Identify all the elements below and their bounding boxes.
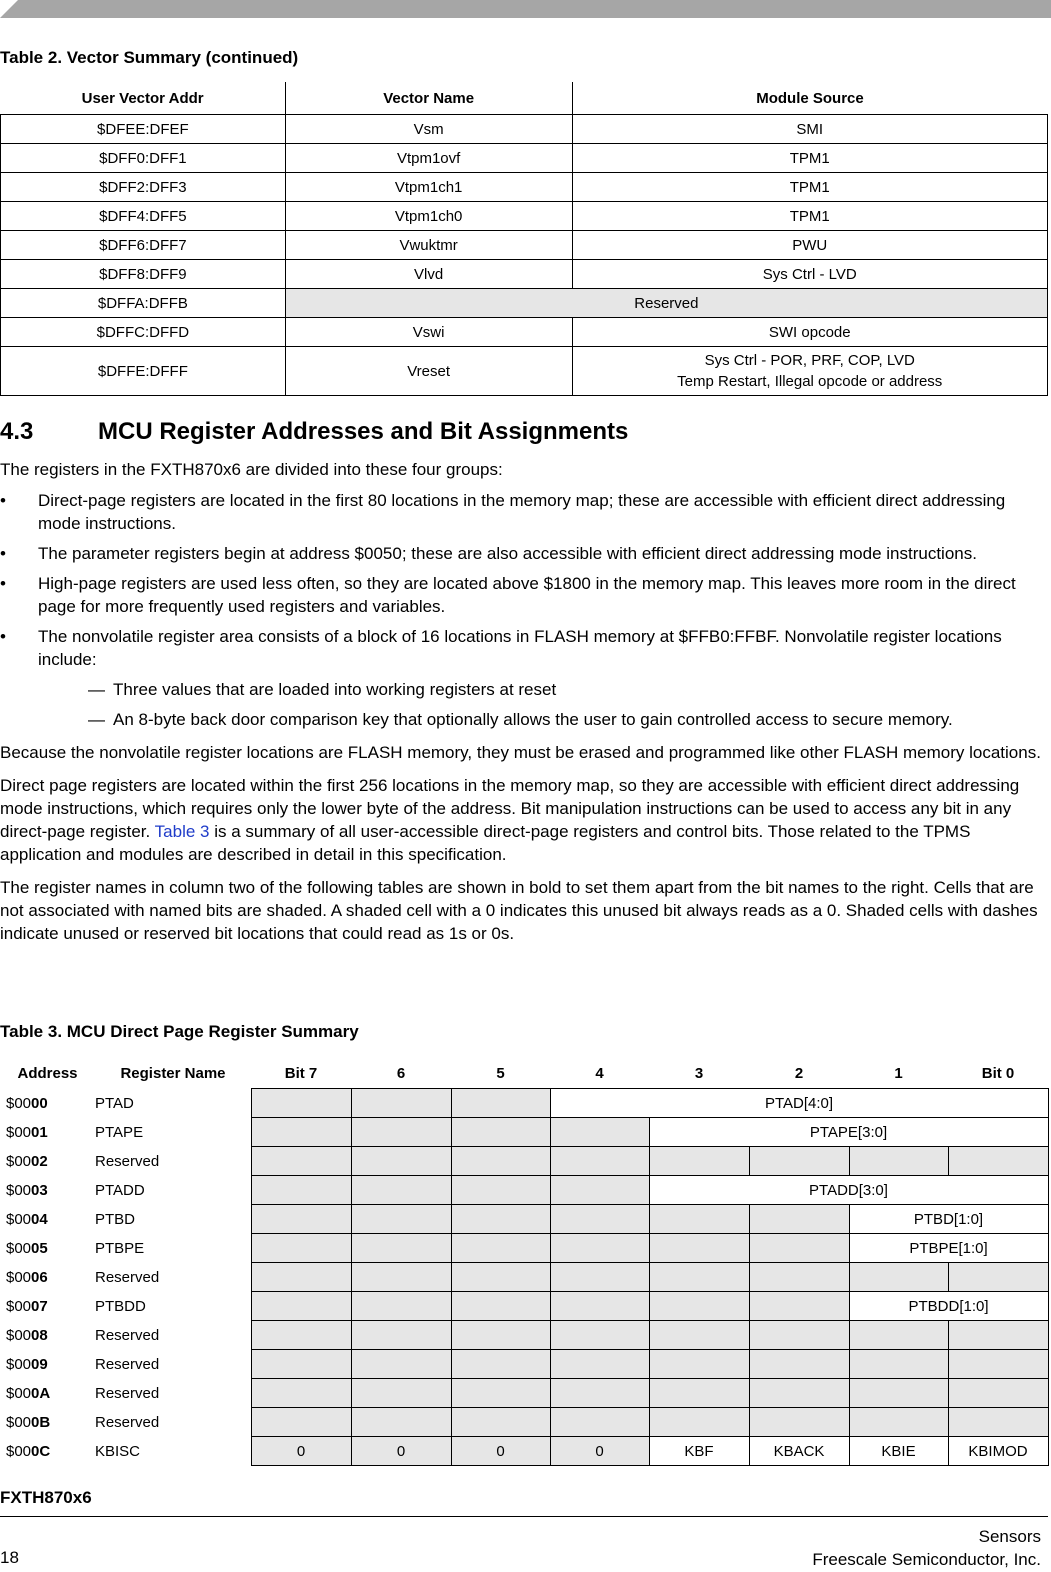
section-title: MCU Register Addresses and Bit Assignments [98, 418, 629, 445]
table-row [1, 289, 1048, 318]
section-heading [0, 418, 628, 446]
unused-bit-cell [849, 1408, 948, 1437]
table-cell: $DFF4:DFF5 [1, 202, 286, 231]
dash-mark: — [88, 710, 105, 729]
address-prefix: $00 [6, 1210, 32, 1228]
unused-bit-cell [550, 1292, 649, 1321]
address-offset: 03 [31, 1181, 48, 1199]
table-cell: $DFF0:DFF1 [1, 144, 286, 173]
unused-bit-cell [251, 1321, 351, 1350]
table-row [1, 202, 1048, 231]
table-row [1, 318, 1048, 347]
intro-paragraph: The registers in the FXTH870x6 are divided into these four groups: [0, 460, 503, 479]
table-row [0, 1379, 1048, 1408]
table-cell: $DFF2:DFF3 [1, 173, 286, 202]
unused-bit-cell [948, 1321, 1048, 1350]
unused-bit-cell [351, 1205, 451, 1234]
unused-bit-cell [351, 1147, 451, 1176]
unused-bit-cell [251, 1089, 351, 1118]
bullet-item [0, 489, 1048, 535]
address-prefix: $00 [6, 1413, 32, 1431]
unused-bit-cell [948, 1350, 1048, 1379]
table-row [0, 1147, 1048, 1176]
address-prefix: $00 [6, 1297, 32, 1315]
bit-field: PTADD[3:0] [649, 1176, 1048, 1205]
address-prefix: $00 [6, 1384, 32, 1402]
unused-bit-cell [649, 1234, 749, 1263]
table-row [0, 1263, 1048, 1292]
unused-bit-cell [649, 1205, 749, 1234]
column-header: 3 [694, 1064, 704, 1082]
column-header: Bit 7 [284, 1064, 318, 1082]
bit-field: PTBPE[1:0] [849, 1234, 1048, 1263]
table-cell: $DFF6:DFF7 [1, 231, 286, 260]
table-row [1, 347, 1048, 396]
table-cell: $DFFE:DFFF [1, 347, 286, 396]
table-row [0, 1292, 1048, 1321]
unused-bit-cell [251, 1408, 351, 1437]
footer-category: Sensors [978, 1527, 1041, 1546]
register-name: PTAPE [95, 1123, 144, 1141]
paragraph: Because the nonvolatile register locations are FLASH memory, they must be erased and programmed like other FLASH memory locations. [0, 743, 1041, 762]
table-row [0, 1437, 1048, 1466]
table-row [0, 1089, 1048, 1118]
bit-field: KBF [649, 1437, 749, 1466]
unused-bit-cell [649, 1408, 749, 1437]
bit-field: 0 [451, 1437, 550, 1466]
table-row [1, 144, 1048, 173]
table-cell: Sys Ctrl - LVD [572, 260, 1048, 289]
column-header: Bit 0 [981, 1064, 1015, 1082]
sub-bullet-item [0, 708, 1048, 731]
address-prefix: $00 [6, 1152, 32, 1170]
address-offset: 09 [31, 1355, 48, 1373]
unused-bit-cell [351, 1350, 451, 1379]
unused-bit-cell [749, 1147, 849, 1176]
table-cell: TPM1 [572, 202, 1048, 231]
unused-bit-cell [251, 1205, 351, 1234]
table-cell: Vwuktmr [285, 231, 572, 260]
unused-bit-cell [251, 1176, 351, 1205]
column-header: 2 [794, 1064, 804, 1082]
register-name: PTBPE [95, 1239, 145, 1257]
unused-bit-cell [649, 1263, 749, 1292]
bullet-mark: • [0, 627, 6, 646]
address-prefix: $00 [6, 1239, 32, 1257]
unused-bit-cell [351, 1379, 451, 1408]
unused-bit-cell [451, 1408, 550, 1437]
table-row [1, 231, 1048, 260]
table-cell: $DFFC:DFFD [1, 318, 286, 347]
register-address [0, 1118, 95, 1147]
footer-company [812, 1525, 1041, 1571]
bit-field: PTBD[1:0] [849, 1205, 1048, 1234]
bullet-text: The nonvolatile register area consists of a block of 16 locations in FLASH memory at $FFB0:FFBF. Nonvolatile register locations include: [38, 627, 1002, 669]
header-bar [0, 0, 1051, 18]
address-prefix: $00 [6, 1268, 32, 1286]
address-offset: 06 [31, 1268, 48, 1286]
unused-bit-cell [849, 1379, 948, 1408]
register-name: Reserved [95, 1384, 160, 1402]
unused-bit-cell [849, 1147, 948, 1176]
unused-bit-cell [251, 1263, 351, 1292]
table-cell: Vreset [285, 347, 572, 396]
bullet-item [0, 572, 1048, 618]
register-address [0, 1437, 95, 1466]
table-cell: $DFF8:DFF9 [1, 260, 286, 289]
unused-bit-cell [251, 1118, 351, 1147]
column-header: Register Name [120, 1064, 226, 1082]
unused-bit-cell [451, 1118, 550, 1147]
register-address [0, 1350, 95, 1379]
unused-bit-cell [251, 1234, 351, 1263]
register-name: Reserved [95, 1268, 160, 1286]
unused-bit-cell [251, 1292, 351, 1321]
section-body [0, 458, 1048, 955]
register-address [0, 1176, 95, 1205]
table-cell [572, 347, 1048, 396]
column-header: User Vector Addr [1, 82, 286, 115]
table-cell: Vsm [285, 115, 572, 144]
table-cell: SMI [572, 115, 1048, 144]
document-title: FXTH870x6 [0, 1488, 92, 1507]
unused-bit-cell [649, 1147, 749, 1176]
unused-bit-cell [451, 1350, 550, 1379]
address-prefix: $00 [6, 1181, 32, 1199]
table-header-row [1, 82, 1048, 115]
column-header: Address [17, 1064, 78, 1082]
table-cell: TPM1 [572, 173, 1048, 202]
unused-bit-cell [749, 1408, 849, 1437]
bullet-item [0, 542, 1048, 565]
register-name: PTBDD [95, 1297, 146, 1315]
address-prefix: $00 [6, 1094, 32, 1112]
unused-bit-cell [550, 1350, 649, 1379]
unused-bit-cell [749, 1350, 849, 1379]
address-offset: 0C [31, 1442, 51, 1460]
unused-bit-cell [749, 1292, 849, 1321]
unused-bit-cell [451, 1176, 550, 1205]
unused-bit-cell [550, 1321, 649, 1350]
bit-field: PTAD[4:0] [550, 1089, 1048, 1118]
bit-field: PTBDD[1:0] [849, 1292, 1048, 1321]
table-cell: PWU [572, 231, 1048, 260]
address-prefix: $00 [6, 1123, 32, 1141]
address-offset: 08 [31, 1326, 48, 1344]
column-header: Module Source [572, 82, 1048, 115]
table-row [0, 1234, 1048, 1263]
table-cell: Vswi [285, 318, 572, 347]
unused-bit-cell [451, 1205, 550, 1234]
unused-bit-cell [948, 1379, 1048, 1408]
column-header: Vector Name [285, 82, 572, 115]
reserved-cell: Reserved [285, 289, 1047, 318]
address-offset: 02 [31, 1152, 48, 1170]
table-cell: Vtpm1ch1 [285, 173, 572, 202]
register-address [0, 1089, 95, 1118]
table-cell: SWI opcode [572, 318, 1048, 347]
table-cell: $DFFA:DFFB [1, 289, 286, 318]
register-name: PTADD [95, 1181, 145, 1199]
unused-bit-cell [749, 1205, 849, 1234]
table-cell: TPM1 [572, 144, 1048, 173]
unused-bit-cell [849, 1350, 948, 1379]
unused-bit-cell [251, 1147, 351, 1176]
column-header: 1 [894, 1064, 903, 1082]
table-row [0, 1118, 1048, 1147]
bit-field: PTAPE[3:0] [649, 1118, 1048, 1147]
register-name: Reserved [95, 1413, 160, 1431]
unused-bit-cell [948, 1263, 1048, 1292]
bit-field: 0 [550, 1437, 649, 1466]
table-row [0, 1176, 1048, 1205]
unused-bit-cell [451, 1292, 550, 1321]
register-address [0, 1292, 95, 1321]
unused-bit-cell [849, 1263, 948, 1292]
column-header: 5 [496, 1064, 505, 1082]
paragraph-text: Direct page registers are located within the first 256 locations in the memory map, so they are accessible with efficient direct addressing mode instructions, which requires only the lower byte of the address. Bit manipulation instructions can be used to access any bit in any direct-page register. [0, 776, 1020, 841]
unused-bit-cell [649, 1350, 749, 1379]
unused-bit-cell [351, 1321, 451, 1350]
address-offset: 0B [31, 1413, 51, 1431]
unused-bit-cell [451, 1089, 550, 1118]
unused-bit-cell [550, 1176, 649, 1205]
unused-bit-cell [451, 1234, 550, 1263]
table-row [1, 115, 1048, 144]
sub-bullet-text: An 8-byte back door comparison key that optionally allows the user to gain controlled access to secure memory. [113, 710, 953, 729]
unused-bit-cell [351, 1408, 451, 1437]
bit-field: 0 [351, 1437, 451, 1466]
paragraph-text: is a summary of all user-accessible direct-page registers and control bits. Those related to the TPMS application and modules are described in detail in this specification. [0, 822, 971, 864]
bullet-item [0, 625, 1048, 671]
paragraph [0, 774, 1048, 866]
unused-bit-cell [649, 1292, 749, 1321]
unused-bit-cell [948, 1408, 1048, 1437]
bullet-mark: • [0, 574, 6, 593]
register-name: KBISC [95, 1442, 141, 1460]
address-offset: 04 [31, 1210, 48, 1228]
unused-bit-cell [351, 1263, 451, 1292]
unused-bit-cell [649, 1379, 749, 1408]
unused-bit-cell [550, 1234, 649, 1263]
cell-line: Temp Restart, Illegal opcode or address [677, 373, 943, 390]
sub-bullet-text: Three values that are loaded into working registers at reset [113, 680, 557, 699]
unused-bit-cell [451, 1263, 550, 1292]
unused-bit-cell [251, 1379, 351, 1408]
unused-bit-cell [351, 1292, 451, 1321]
unused-bit-cell [550, 1147, 649, 1176]
table-cell: Vtpm1ch0 [285, 202, 572, 231]
table-row [0, 1408, 1048, 1437]
table-row [0, 1321, 1048, 1350]
register-name: Reserved [95, 1326, 160, 1344]
register-name: PTAD [95, 1094, 134, 1112]
table2-caption: Table 2. Vector Summary (continued) [0, 48, 299, 67]
register-address [0, 1234, 95, 1263]
footer-divider [0, 1516, 1048, 1517]
unused-bit-cell [550, 1379, 649, 1408]
table-row [0, 1205, 1048, 1234]
register-rows [0, 1089, 1048, 1466]
unused-bit-cell [351, 1089, 451, 1118]
page-number: 18 [0, 1548, 19, 1567]
unused-bit-cell [351, 1118, 451, 1147]
unused-bit-cell [948, 1147, 1048, 1176]
unused-bit-cell [849, 1321, 948, 1350]
address-offset: 05 [31, 1239, 48, 1257]
table-cell: Vlvd [285, 260, 572, 289]
table-row [0, 1350, 1048, 1379]
bullet-text: Direct-page registers are located in the first 80 locations in the memory map; these are accessible with efficient direct addressing mode instructions. [38, 491, 1006, 533]
address-offset: 00 [31, 1094, 48, 1112]
sub-bullet-item [0, 678, 1048, 701]
unused-bit-cell [749, 1379, 849, 1408]
unused-bit-cell [550, 1118, 649, 1147]
address-prefix: $00 [6, 1442, 32, 1460]
bullet-mark: • [0, 491, 6, 510]
column-header: 6 [396, 1064, 406, 1082]
unused-bit-cell [451, 1379, 550, 1408]
address-offset: 01 [31, 1123, 48, 1141]
register-address [0, 1263, 95, 1292]
table3-link[interactable]: Table 3 [154, 822, 210, 841]
register-name: Reserved [95, 1152, 160, 1170]
unused-bit-cell [251, 1350, 351, 1379]
address-offset: 07 [31, 1297, 48, 1315]
footer-company-name: Freescale Semiconductor, Inc. [812, 1550, 1041, 1569]
unused-bit-cell [749, 1234, 849, 1263]
bit-field: KBACK [749, 1437, 849, 1466]
register-address [0, 1321, 95, 1350]
register-address [0, 1379, 95, 1408]
unused-bit-cell [351, 1234, 451, 1263]
dash-mark: — [88, 680, 105, 699]
address-prefix: $00 [6, 1355, 32, 1373]
register-name: PTBD [95, 1210, 136, 1228]
unused-bit-cell [649, 1321, 749, 1350]
bit-field: KBIE [849, 1437, 948, 1466]
address-prefix: $00 [6, 1326, 32, 1344]
unused-bit-cell [451, 1147, 550, 1176]
table-cell: Vtpm1ovf [285, 144, 572, 173]
unused-bit-cell [550, 1205, 649, 1234]
bullet-text: The parameter registers begin at address $0050; these are also accessible with efficient direct addressing mode instructions. [38, 544, 977, 563]
section-number: 4.3 [0, 418, 34, 445]
table-header-row [0, 1058, 1048, 1089]
bullet-text: High-page registers are used less often, so they are located above $1800 in the memory map. This leaves more room in the direct page for more frequently used registers and variables. [38, 574, 1016, 616]
register-address [0, 1147, 95, 1176]
unused-bit-cell [749, 1263, 849, 1292]
bit-field: KBIMOD [948, 1437, 1048, 1466]
register-address [0, 1205, 95, 1234]
unused-bit-cell [451, 1321, 550, 1350]
unused-bit-cell [550, 1263, 649, 1292]
column-header: 4 [595, 1064, 604, 1082]
paragraph: The register names in column two of the following tables are shown in bold to set them apart from the bit names to the right. Cells that are not associated with named bits are shaded. A shaded cell with a 0 indicates this unused bit always reads as a 0. Shaded cells with dashes indicate unused or reserved bit locations that could read as 1s or 0s. [0, 878, 1038, 943]
table-row [1, 260, 1048, 289]
vector-summary-table [0, 82, 1048, 396]
unused-bit-cell [749, 1321, 849, 1350]
address-offset: 0A [31, 1384, 51, 1402]
unused-bit-cell [550, 1408, 649, 1437]
unused-bit-cell [351, 1176, 451, 1205]
table-cell: $DFEE:DFEF [1, 115, 286, 144]
register-name: Reserved [95, 1355, 160, 1373]
cell-line: Sys Ctrl - POR, PRF, COP, LVD [704, 352, 915, 369]
register-summary-table [0, 1058, 1049, 1466]
table3-caption: Table 3. MCU Direct Page Register Summary [0, 1022, 359, 1041]
bit-field: 0 [251, 1437, 351, 1466]
table-row [1, 173, 1048, 202]
register-address [0, 1408, 95, 1437]
bullet-mark: • [0, 544, 6, 563]
